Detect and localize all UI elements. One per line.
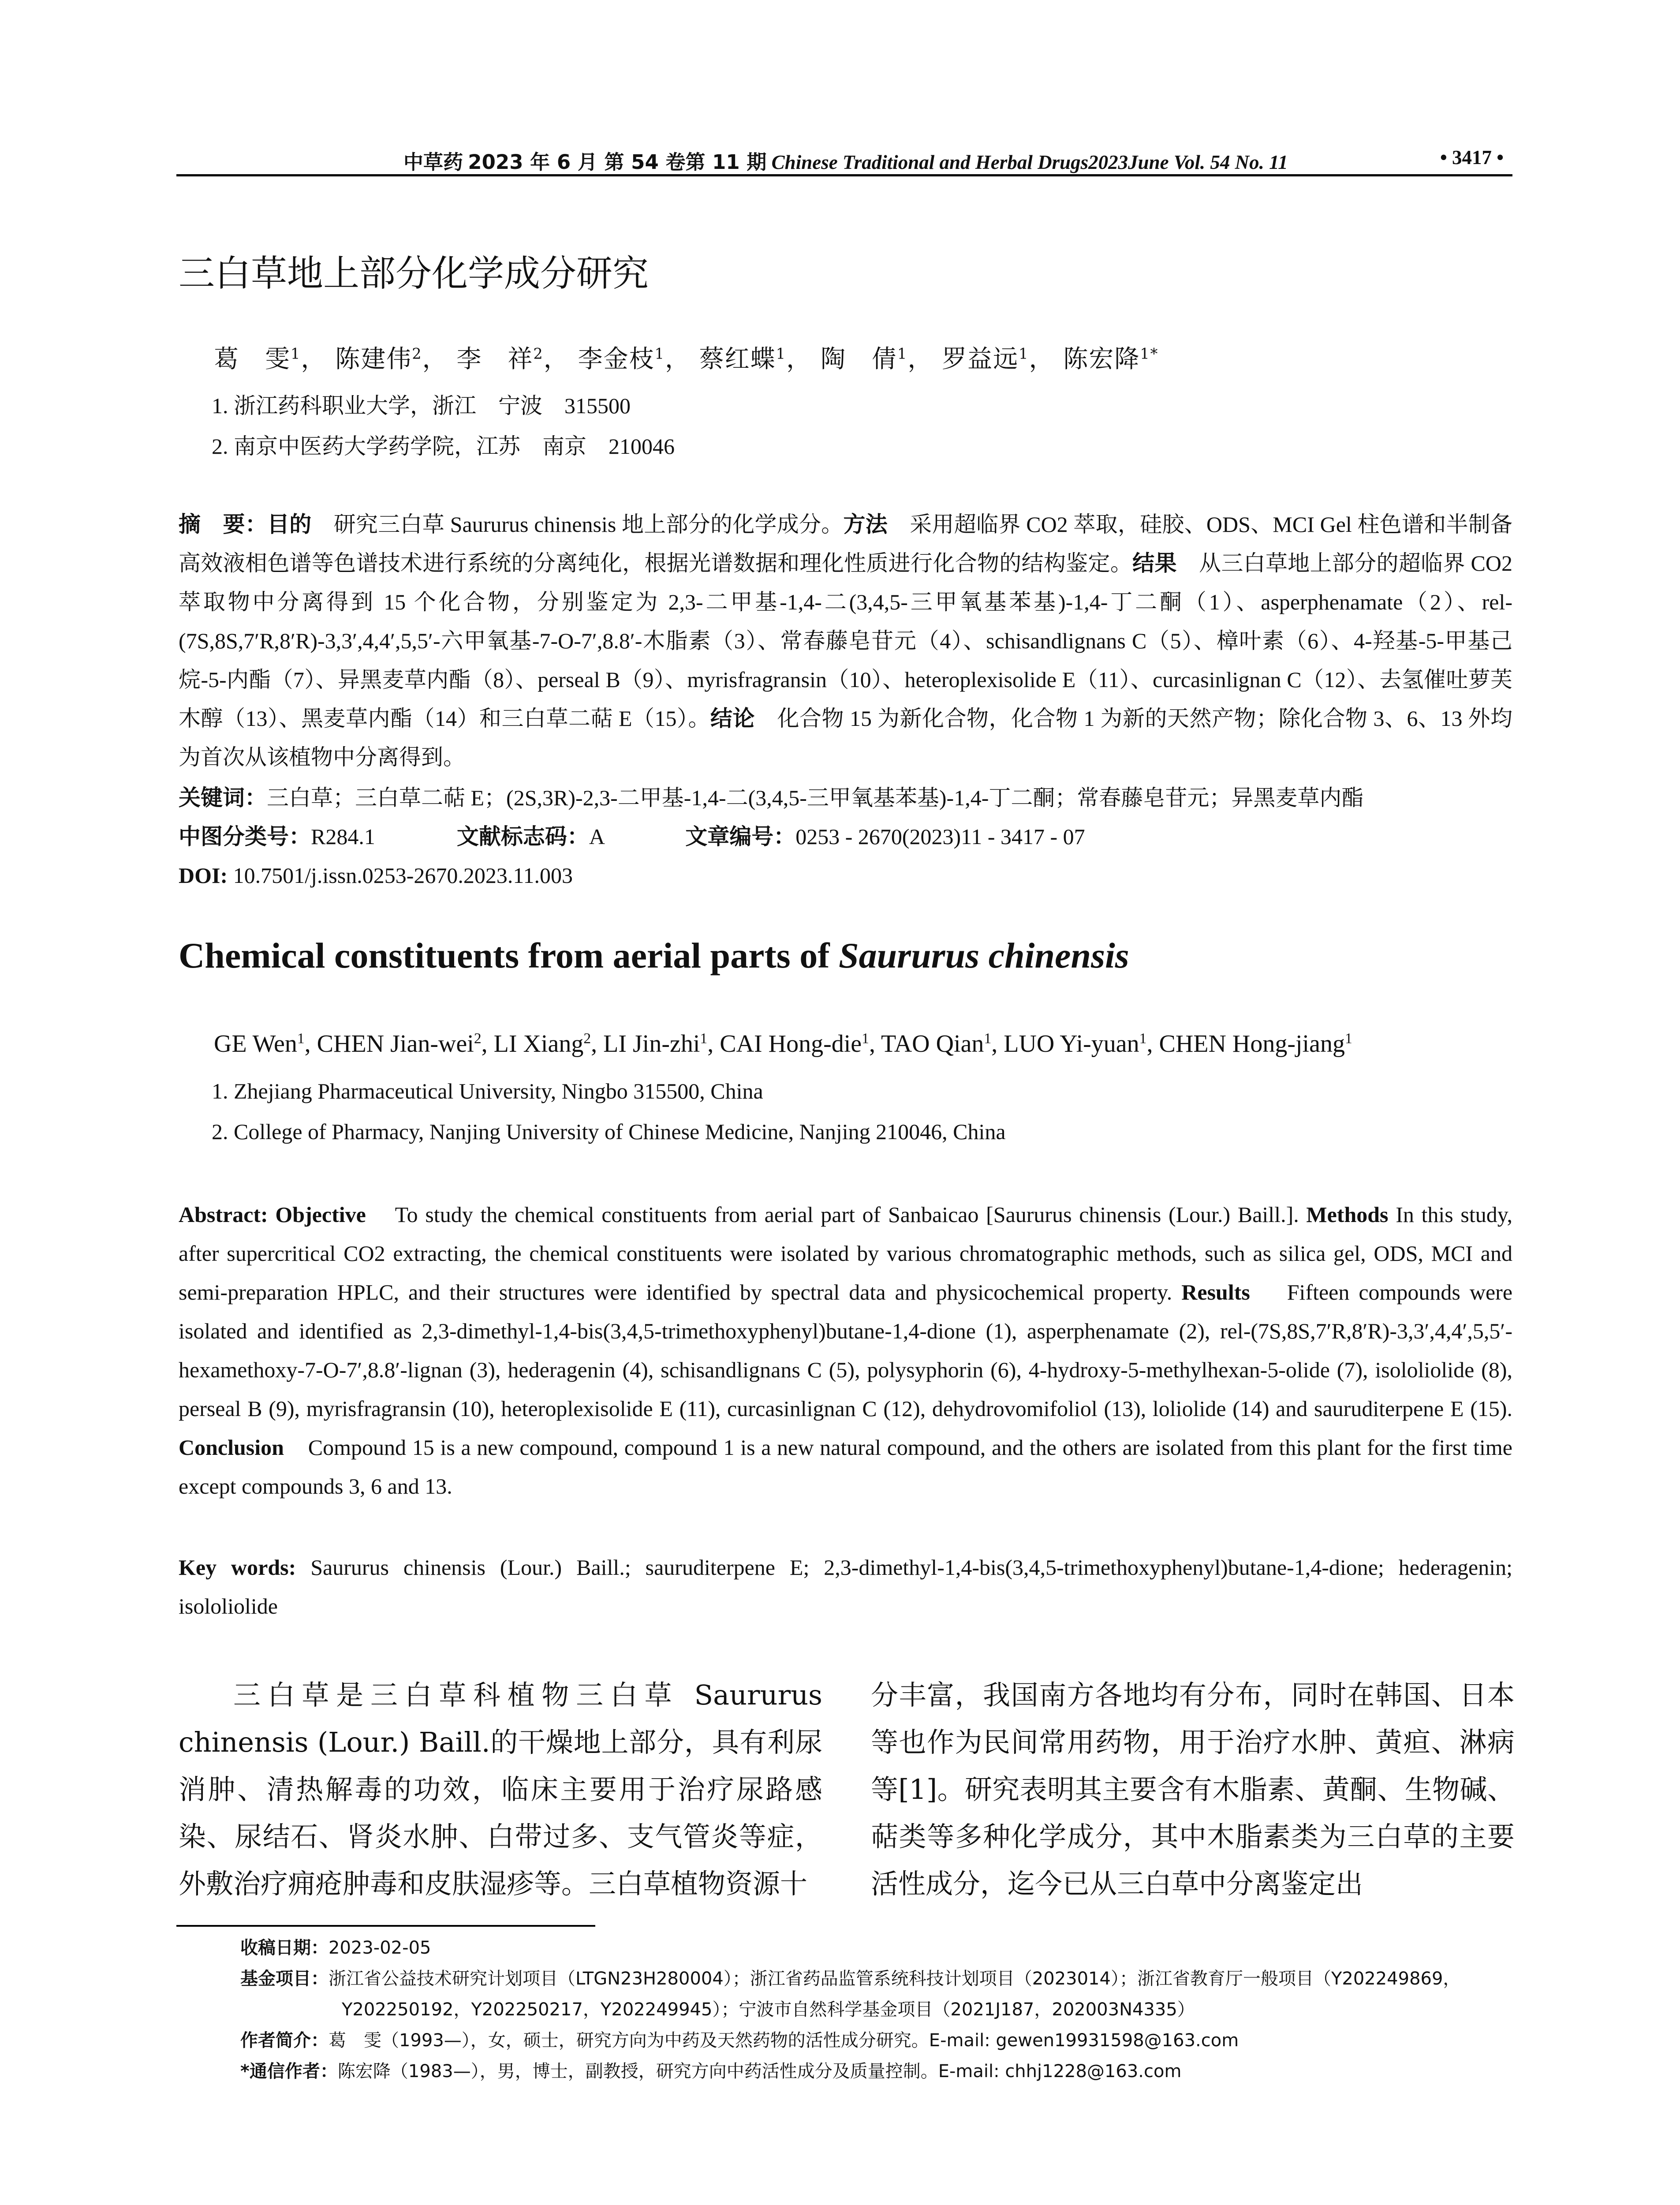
body-column-1: 三白草是三白草科植物三白草 Saururus chinensis (Lour.) Baill.的干燥地上部分，具有利尿消肿、清热解毒的功效，临床主要用于治疗尿路感染、尿结石、肾炎水肿、白带过多、支气管炎等症，外敷治疗痈疮肿毒和皮肤湿疹等。三白草植物资源十 bbox=[179, 1679, 822, 1900]
author-en: CAI Hong-die$^1$ bbox=[720, 1030, 869, 1058]
author-cn: 李金枝$^1$ bbox=[578, 345, 665, 374]
footnote-received: 收稿日期：2023-02-05 bbox=[240, 1938, 431, 1958]
authors-en: GE Wen$^1$, CHEN Jian-wei$^2$, LI Xiang$^2$, LI Jin-zhi$^1$, CAI Hong-die$^1$, TAO Qian$^1$, LUO Yi-yuan$^1$, CHEN Hong-jiang$^1$ bbox=[214, 1030, 1352, 1058]
author-en: LI Xiang$^2$ bbox=[493, 1030, 591, 1058]
page-number: • 3417 • bbox=[1440, 146, 1504, 168]
author-en: LI Jin-zhi$^1$ bbox=[603, 1030, 708, 1058]
author-cn: 葛 雯$^1$ bbox=[214, 345, 301, 374]
keywords-en: Key words: Saururus chinensis (Lour.) Baill.; sauruditerpene E; 2,3-dimethyl-1,4-bis(3,4,5-trimethoxyphenyl)butane-1,4-dione; hederagenin; isololiolide bbox=[179, 1555, 1512, 1618]
footnote-author: 作者简介：葛 雯（1993—），女，硕士，研究方向为中药及天然药物的活性成分研究。E-mail: gewen19931598@163.com bbox=[240, 2030, 1239, 2051]
abstract-en: Abstract: Objective To study the chemical constituents from aerial part of Sanbaicao [Saururus chinensis (Lour.) Baill.]. Methods In this study, after supercritical CO2 extracting, the chemical constituents were isolated by various chromatographic methods, such as silica gel, ODS, MCI and semi-preparation HPLC, and their structures were identified by spectral data and physicochemical property. Results Fifteen compounds were isolated and identified as 2,3-dimethyl-1,4-bis(3,4,5-trimethoxyphenyl)butane-1,4-dione (1), asperphenamate (2), rel-(7S,8S,7′R,8′R)-3,3′,4,4′,5,5′-hexamethoxy-7-O-7′,8.8′-lignan (3), hederagenin (4), schisandlignans C (5), polysyphorin (6), 4-hydroxy-5-methylhexan-5-olide (7), isololiolide (8), perseal B (9), myrisfragransin (10), heteroplexisolide E (11), curcasinlignan C (12), dehydrovomifoliol (13), loliolide (14) and sauruditerpene E (15). Conclusion Compound 15 is a new compound, compound 1 is a new natural compound, and the others are isolated from this plant for the first time except compounds 3, 6 and 13. bbox=[179, 1202, 1513, 1499]
keywords-cn: 关键词：三白草；三白草二萜 E；(2S,3R)-2,3-二甲基-1,4-二(3,4,5-三甲氧基苯基)-1,4-丁二酮；常春藤皂苷元；异黑麦草内酯 bbox=[179, 785, 1364, 811]
footnote-fund: 基金项目：浙江省公益技术研究计划项目（LTGN23H280004）；浙江省药品监管系统科技计划项目（2023014）；浙江省教育厅一般项目（Y202249869， bbox=[240, 1969, 1461, 1989]
author-cn: 蔡红蝶$^1$ bbox=[699, 345, 787, 374]
author-cn: 李 祥$^2$ bbox=[456, 345, 544, 374]
affiliation-cn-1: 1. 浙江药科职业大学，浙江 宁波 315500 bbox=[212, 393, 631, 418]
authors-cn: 葛 雯$^1$， 陈建伟$^2$， 李 祥$^2$， 李金枝$^1$， 蔡红蝶$^1$， 陶 倩$^1$， 罗益远$^1$， 陈宏降$^{1*}$ bbox=[214, 345, 1159, 374]
issue-en: Chinese Traditional and Herbal Drugs2023June Vol. 54 No. 11 bbox=[771, 151, 1288, 173]
issue-cn: 2023 年 6 月 第 54 卷第 11 期 bbox=[468, 150, 767, 174]
abstract-cn: 摘 要：目的 研究三白草 Saururus chinensis 地上部分的化学成分。方法 采用超临界 CO2 萃取，硅胶、ODS、MCI Gel 柱色谱和半制备高效液相色谱等色谱技术进行系统的分离纯化，根据光谱数据和理化性质进行化合物的结构鉴定。结果 从三白草地上部分的超临界 CO2 萃取物中分离得到 15 个化合物，分别鉴定为 2,3-二甲基-1,4-二(3,4,5-三甲氧基苯基)-1,4-丁二酮（1）、asperphenamate（2）、rel-(7S,8S,7′R,8′R)-3,3′,4,4′,5,5′-六甲氧基-7-O-7′,8.8′-木脂素（3）、常春藤皂苷元（4）、schisandlignans C（5）、樟叶素（6）、4-羟基-5-甲基己烷-5-内酯（7）、异黑麦草内酯（8）、perseal B（9）、myrisfragransin（10）、heteroplexisolide E（11）、curcasinlignan C（12）、去氢催吐萝芙木醇（13）、黑麦草内酯（14）和三白草二萜 E（15）。结论 化合物 15 为新化合物，化合物 1 为新的天然产物；除化合物 3、6、13 外均为首次从该植物中分离得到。 bbox=[179, 512, 1513, 770]
body-column-2: 分丰富，我国南方各地均有分布，同时在韩国、日本等也作为民间常用药物，用于治疗水肿、黄疸、淋病等[1]。研究表明其主要含有木脂素、黄酮、生物碱、萜类等多种化学成分，其中木脂素类为三白草的主要活性成分，迄今已从三白草中分离鉴定出 bbox=[871, 1679, 1515, 1900]
author-en: GE Wen$^1$ bbox=[214, 1030, 305, 1058]
author-cn: 陈建伟$^2$ bbox=[335, 345, 422, 374]
doi-value[interactable]: 10.7501/j.issn.0253-2670.2023.11.003 bbox=[233, 863, 573, 888]
author-en: CHEN Hong-jiang$^1$ bbox=[1159, 1030, 1352, 1058]
doi-line: DOI: 10.7501/j.issn.0253-2670.2023.11.003 bbox=[179, 863, 573, 888]
journal-name: 中草药 bbox=[403, 150, 463, 174]
affiliation-en-2: 2. College of Pharmacy, Nanjing University of Chinese Medicine, Nanjing 210046, China bbox=[212, 1119, 1006, 1144]
author-cn: 罗益远$^1$ bbox=[942, 345, 1029, 374]
classification-line: 中图分类号：R284.1 文献标志码：A 文章编号：0253 - 2670(2023)11 - 3417 - 07 bbox=[179, 824, 1085, 849]
footnote-divider bbox=[176, 1925, 595, 1927]
author-cn: 陈宏降$^{1*}$ bbox=[1063, 345, 1159, 374]
author-en: CHEN Jian-wei$^2$ bbox=[317, 1030, 482, 1058]
author-en: TAO Qian$^1$ bbox=[881, 1030, 992, 1058]
title-cn: 三白草地上部分化学成分研究 bbox=[179, 253, 649, 295]
journal-issue-line bbox=[403, 146, 1288, 175]
footnote-corresponding: *通信作者：陈宏降（1983—），男，博士，副教授，研究方向中药活性成分及质量控制。E-mail: chhj1228@163.com bbox=[240, 2061, 1182, 2082]
author-en: LUO Yi-yuan$^1$ bbox=[1004, 1030, 1147, 1058]
author-cn: 陶 倩$^1$ bbox=[820, 345, 908, 374]
footnote-fund-cont: Y202250192，Y202250217，Y202249945）；宁波市自然科学基金项目（2021J187，202003N4335） bbox=[342, 1999, 1195, 2020]
title-en: Chemical constituents from aerial parts of Saururus chinensis bbox=[179, 935, 1129, 975]
affiliation-cn-2: 2. 南京中医药大学药学院，江苏 南京 210046 bbox=[212, 434, 675, 459]
affiliation-en-1: 1. Zhejiang Pharmaceutical University, Ningbo 315500, China bbox=[212, 1079, 763, 1103]
running-header bbox=[176, 143, 1512, 176]
